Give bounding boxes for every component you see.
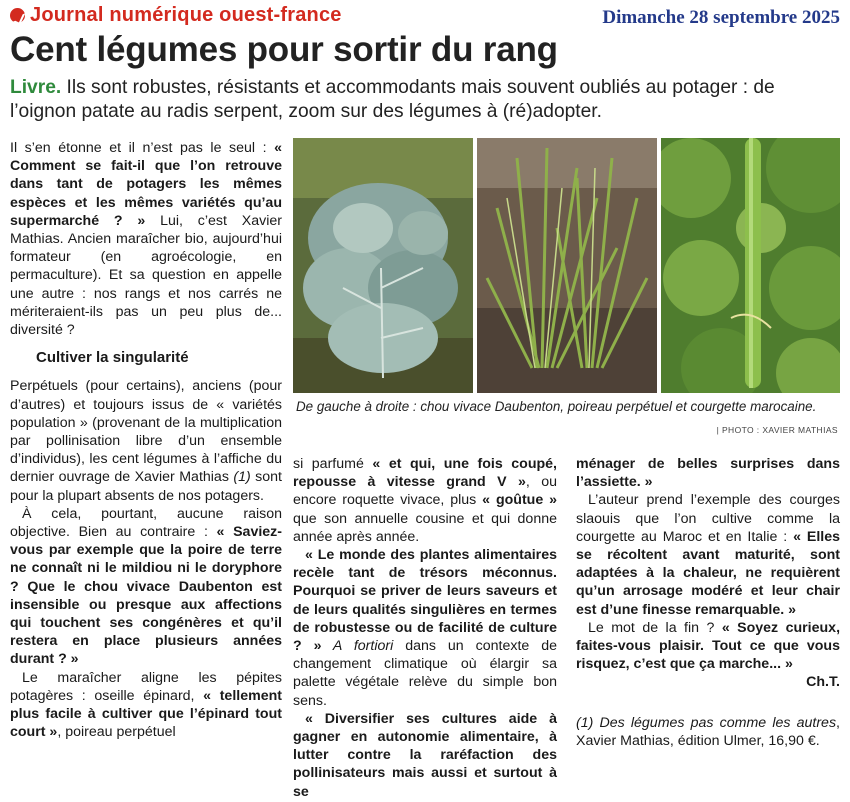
paragraph — [576, 619, 840, 674]
paragraph — [10, 505, 282, 669]
courgette-illustration — [661, 138, 840, 393]
quote: « Le monde des plantes alimentaires recèle tant de trésors méconnus. Pourquoi se priver de leurs saveurs et de leurs qualités singulières en termes de robustesse ou de facilité de culture ? » — [293, 547, 557, 655]
text-run: L’auteur prend l’exemple des courges slaouis que l’on cultive comme la courgette au Maroc et en Italie : — [576, 492, 840, 545]
quote: « Elles se récoltent avant maturité, sont adaptées à la chaleur, ne requièrent qu’un arrosage modéré et leur chair est d’une finesse remarquable. » — [576, 528, 840, 618]
ouest-france-logo-icon — [10, 8, 25, 23]
photo-courgette-marocaine — [661, 138, 840, 393]
text-run: sont pour la plupart absents de nos potagers. — [10, 469, 282, 504]
text-run: si parfumé — [293, 456, 373, 472]
text-run: (1) Des légumes pas comme les autres — [576, 714, 837, 731]
article-column-2 — [293, 455, 557, 801]
article-column-1 — [10, 139, 282, 742]
quote: ménager de belles surprises dans l’assiette. » — [576, 456, 840, 491]
cabbage-illustration — [293, 138, 473, 393]
text-run: , ou encore roquette vivace, plus — [293, 474, 557, 509]
lead-keyword: Livre. — [10, 77, 62, 98]
quote: « Soyez curieux, faites-vous plaisir. Tout ce que vous risquez, c’est que ça marche... » — [576, 619, 841, 673]
footnote-ref: (1) — [233, 469, 251, 486]
text-run: À cela, pourtant, aucune raison objective. Bien au contraire : — [10, 505, 282, 541]
paragraph — [293, 546, 557, 710]
paragraph — [10, 669, 282, 742]
paragraph — [10, 377, 282, 504]
text-run: Lui, c’est Xavier Mathias. Ancien maraîcher bio, aujourd’hui formateur (en agroécologie, en permaculture). Et sa question en appelle une autre : nos rangs et nos carrés ne mériteraient-ils pas un peu plus de... diversité ? — [10, 212, 282, 339]
footnote — [576, 714, 840, 750]
text-run: Il s’en étonne et il n’est pas le seul : — [10, 140, 275, 156]
article-lead — [10, 76, 840, 124]
photo-chou-vivace — [293, 138, 473, 393]
text-run: Le mot de la fin ? — [588, 619, 722, 636]
text-run: Perpétuels (pour certains), anciens (pour d’autres) et toujours issus de « variétés population » (provenant de la multiplication par pollinisation libre d’un ensemble d’individus), les cent légumes à l’affiche du dernier ouvrage de Xavier Mathias — [10, 378, 282, 486]
quote: « Comment se fait-il que l’on retrouve dans tant de potagers les mêmes espèces et les mêmes variétés qu’au supermarché ? » — [10, 140, 282, 229]
section-subhead: Cultiver la singularité — [36, 349, 189, 367]
photo-strip — [293, 138, 840, 393]
article-headline: Cent légumes pour sortir du rang — [10, 30, 558, 69]
photo-caption: De gauche à droite : chou vivace Daubenton, poireau perpétuel et courgette marocaine. — [296, 399, 817, 414]
author-signature: Ch.T. — [806, 674, 840, 691]
quote: « Saviez-vous par exemple que la poire de terre ne connaît ni le mildiou ni le doryphore ? Que le chou vivace Daubenton est insensible ou presque aux affections qui touchent ses congénères et qu’il restera en place plusieurs années durant ? » — [10, 524, 282, 668]
quote: « et qui, une fois coupé, repousse à vitesse grand V » — [293, 456, 557, 491]
quote: « goûtue » — [482, 492, 558, 509]
paragraph — [576, 455, 840, 491]
masthead — [10, 4, 342, 27]
photo-credit: | PHOTO : XAVIER MATHIAS — [716, 425, 838, 435]
photo-poireau-perpetuel — [477, 138, 657, 393]
text-run: dans un contexte de changement climatique où élargir sa palette végétale relève du simple bon sens. — [293, 638, 558, 709]
text-run: Le maraîcher aligne les pépites potagères : oseille épinard, — [10, 669, 282, 704]
text-run: , poireau perpétuel — [57, 724, 176, 741]
text-run: , Xavier Mathias, édition Ulmer, 16,90 €. — [576, 714, 840, 749]
paragraph — [576, 491, 840, 618]
text-run: A fortiori — [321, 638, 394, 655]
paragraph — [10, 139, 282, 339]
paragraph — [293, 710, 557, 801]
masthead-title: Journal numérique ouest-france — [30, 4, 342, 26]
issue-date: Dimanche 28 septembre 2025 — [602, 7, 840, 28]
quote: « Diversifier ses cultures aide à gagner en autonomie alimentaire, à lutter contre la raréfaction des pollinisateurs mais aussi et surtout à se — [293, 710, 557, 800]
lead-text: Ils sont robustes, résistants et accommodants mais souvent oubliés au potager : de l’oignon patate au radis serpent, zoom sur des légumes à (ré)adopter. — [10, 77, 775, 122]
paragraph — [293, 455, 557, 546]
leek-illustration — [477, 138, 657, 393]
text-run: que son annuelle cousine et qui donne année après année. — [293, 510, 557, 545]
article-column-3 — [576, 455, 840, 750]
quote: « tellement plus facile à cultiver que l’épinard tout court » — [10, 687, 282, 741]
